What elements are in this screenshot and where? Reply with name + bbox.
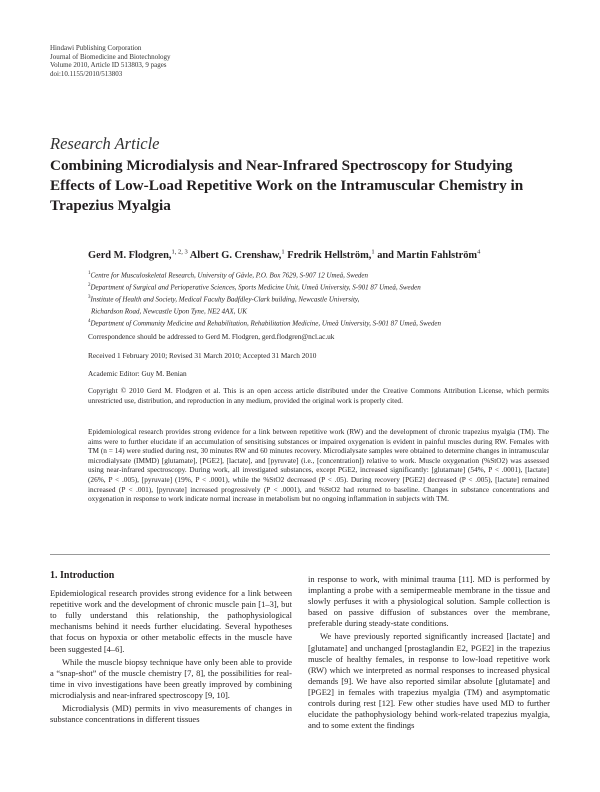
doi: doi:10.1155/2010/513803: [50, 69, 123, 78]
paragraph: in response to work, with minimal trauma [11]. MD is performed by implanting a probe with a semipermeable membrane in the tissue and slowly perfuses it with a physiological solution. Sample collection is based on passive diffusion of substances over the membrane, preferable during steady-state conditions.: [308, 574, 550, 629]
abstract: Epidemiological research provides strong evidence for a link between repetitive work (RW) and the development of chronic trapezius myalgia (TM). The aims were to further elucidate if an accumulation of sensitising substances or impaired oxygenation is evident in painful muscles during RW. Females with TM (n = 14) were studied during rest, 30 minutes RW and 60 minutes recovery. Microdialysate samples were obtained to determine changes in intramuscular microdialysate (IMMD) [glutamate], [PGE2], [lactate], and [pyruvate] (i.e., [concentration]) relative to work. Muscle oxygenation (%StO2) was assessed using near-infrared spectroscopy. During work, all investigated substances, except PGE2, increased significantly: [glutamate] (54%, P < .0001), [lactate] (26%, P < .005), [pyruvate] (19%, P < .0001), while the %StO2 decreased (P < .05). During recovery [PGE2] decreased (P < .005), [lactate] remained increased (P < .001), [pyruvate] increased progressively (P < .0001), and %StO2 had returned to baseline. Changes in substance concentrations and oxygenation in response to work indicate normal increase in metabolism but no ongoing inflammation in subjects with TM.: [88, 427, 549, 504]
section-divider: [50, 554, 550, 555]
author-list: [88, 249, 568, 261]
affiliation: $^2$Department of Surgical and Perioperative Sciences, Sports Medicine Unit, Umeå University, S-901 87 Umeå, Sweden: [88, 282, 421, 292]
body-column-right: [308, 574, 550, 731]
author: Albert G. Crenshaw,$^1$: [189, 249, 285, 262]
article-type: Research Article: [50, 134, 160, 153]
body-column-left: [50, 570, 292, 725]
volume-info: Volume 2010, Article ID 513803, 9 pages: [50, 61, 167, 70]
paragraph: While the muscle biopsy technique have only been able to provide a “snap-shot” of the muscle chemistry [7, 8], the possibilities for real-time in vivo investigations have been greatly improved by combining microdialysis and near-infrared spectroscopy [9, 10].: [50, 656, 292, 700]
copyright-notice: Copyright © 2010 Gerd M. Flodgren et al. This is an open access article distributed under the Creative Commons Attribution License, which permits unrestricted use, distribution, and reproduction in any medium, provided the original work is properly cited.: [88, 386, 549, 405]
correspondence: Correspondence should be addressed to Gerd M. Flodgren, gerd.flodgren@ncl.ac.uk: [88, 332, 335, 341]
author: Gerd M. Flodgren,$^{1, 2, 3}$: [88, 249, 188, 262]
section-heading-introduction: 1. Introduction: [50, 570, 115, 581]
affiliation: $^3$Institute of Health and Society, Medical Faculty Badfdley-Clark building, Newcastle University,: [88, 294, 360, 304]
affiliation-list: [88, 269, 568, 329]
academic-editor: Academic Editor: Guy M. Benian: [88, 369, 187, 378]
paragraph: We have previously reported significantly increased [lactate] and [glutamate] and unchanged [prostaglandin E2, PGE2] in the trapezius muscle of healthy females, in response to low-load repetitive work (RW) which we interpreted as normal responses to increased physical demands [9]. We have also reported similar absolute [glutamate] and [PGE2] in females with trapezius myalgia (TM) and asymptomatic controls during rest [12]. Few other studies have used MD to further elucidate the pathophysiology behind work-related trapezius myalgia, and to some extent the findings: [308, 631, 550, 731]
affiliation: $^4$Department of Community Medicine and Rehabilitation, Rehabilitation Medicine, Umeå University, S-901 87 Umeå, Sweden: [88, 318, 442, 328]
author: and Martin Fahlström$^4$: [377, 249, 481, 262]
journal-header: [50, 44, 171, 78]
affiliation: Richardson Road, Newcastle Upon Tyne, NE2 4AX, UK: [91, 307, 247, 316]
paper-title: Combining Microdialysis and Near-Infrared Spectroscopy for Studying Effects of Low-Load Repetitive Work on the Intramuscular Chemistry in Trapezius Myalgia: [50, 157, 524, 214]
publisher: Hindawi Publishing Corporation: [50, 44, 142, 52]
paragraph: Microdialysis (MD) permits in vivo measurements of changes in substance concentrations in different tissues: [50, 703, 292, 725]
affiliation: $^1$Centre for Musculoskeletal Research, University of Gävle, P.O. Box 7629, S-907 12 Umeå, Sweden: [88, 271, 369, 280]
article-dates: Received 1 February 2010; Revised 31 March 2010; Accepted 31 March 2010: [88, 351, 317, 360]
paragraph: Epidemiological research provides strong evidence for a link between repetitive work and the development of chronic muscle pain [1–3], but to fully understand this relationship, the pathophysiological mechanisms behind it needs further elucidating. Several hypotheses that focus on hypoxia or other metabolic effects in the muscle have been suggested [4–6].: [50, 588, 292, 654]
journal-name: Journal of Biomedicine and Biotechnology: [50, 52, 171, 61]
author: Fredrik Hellström,$^1$: [287, 249, 375, 262]
